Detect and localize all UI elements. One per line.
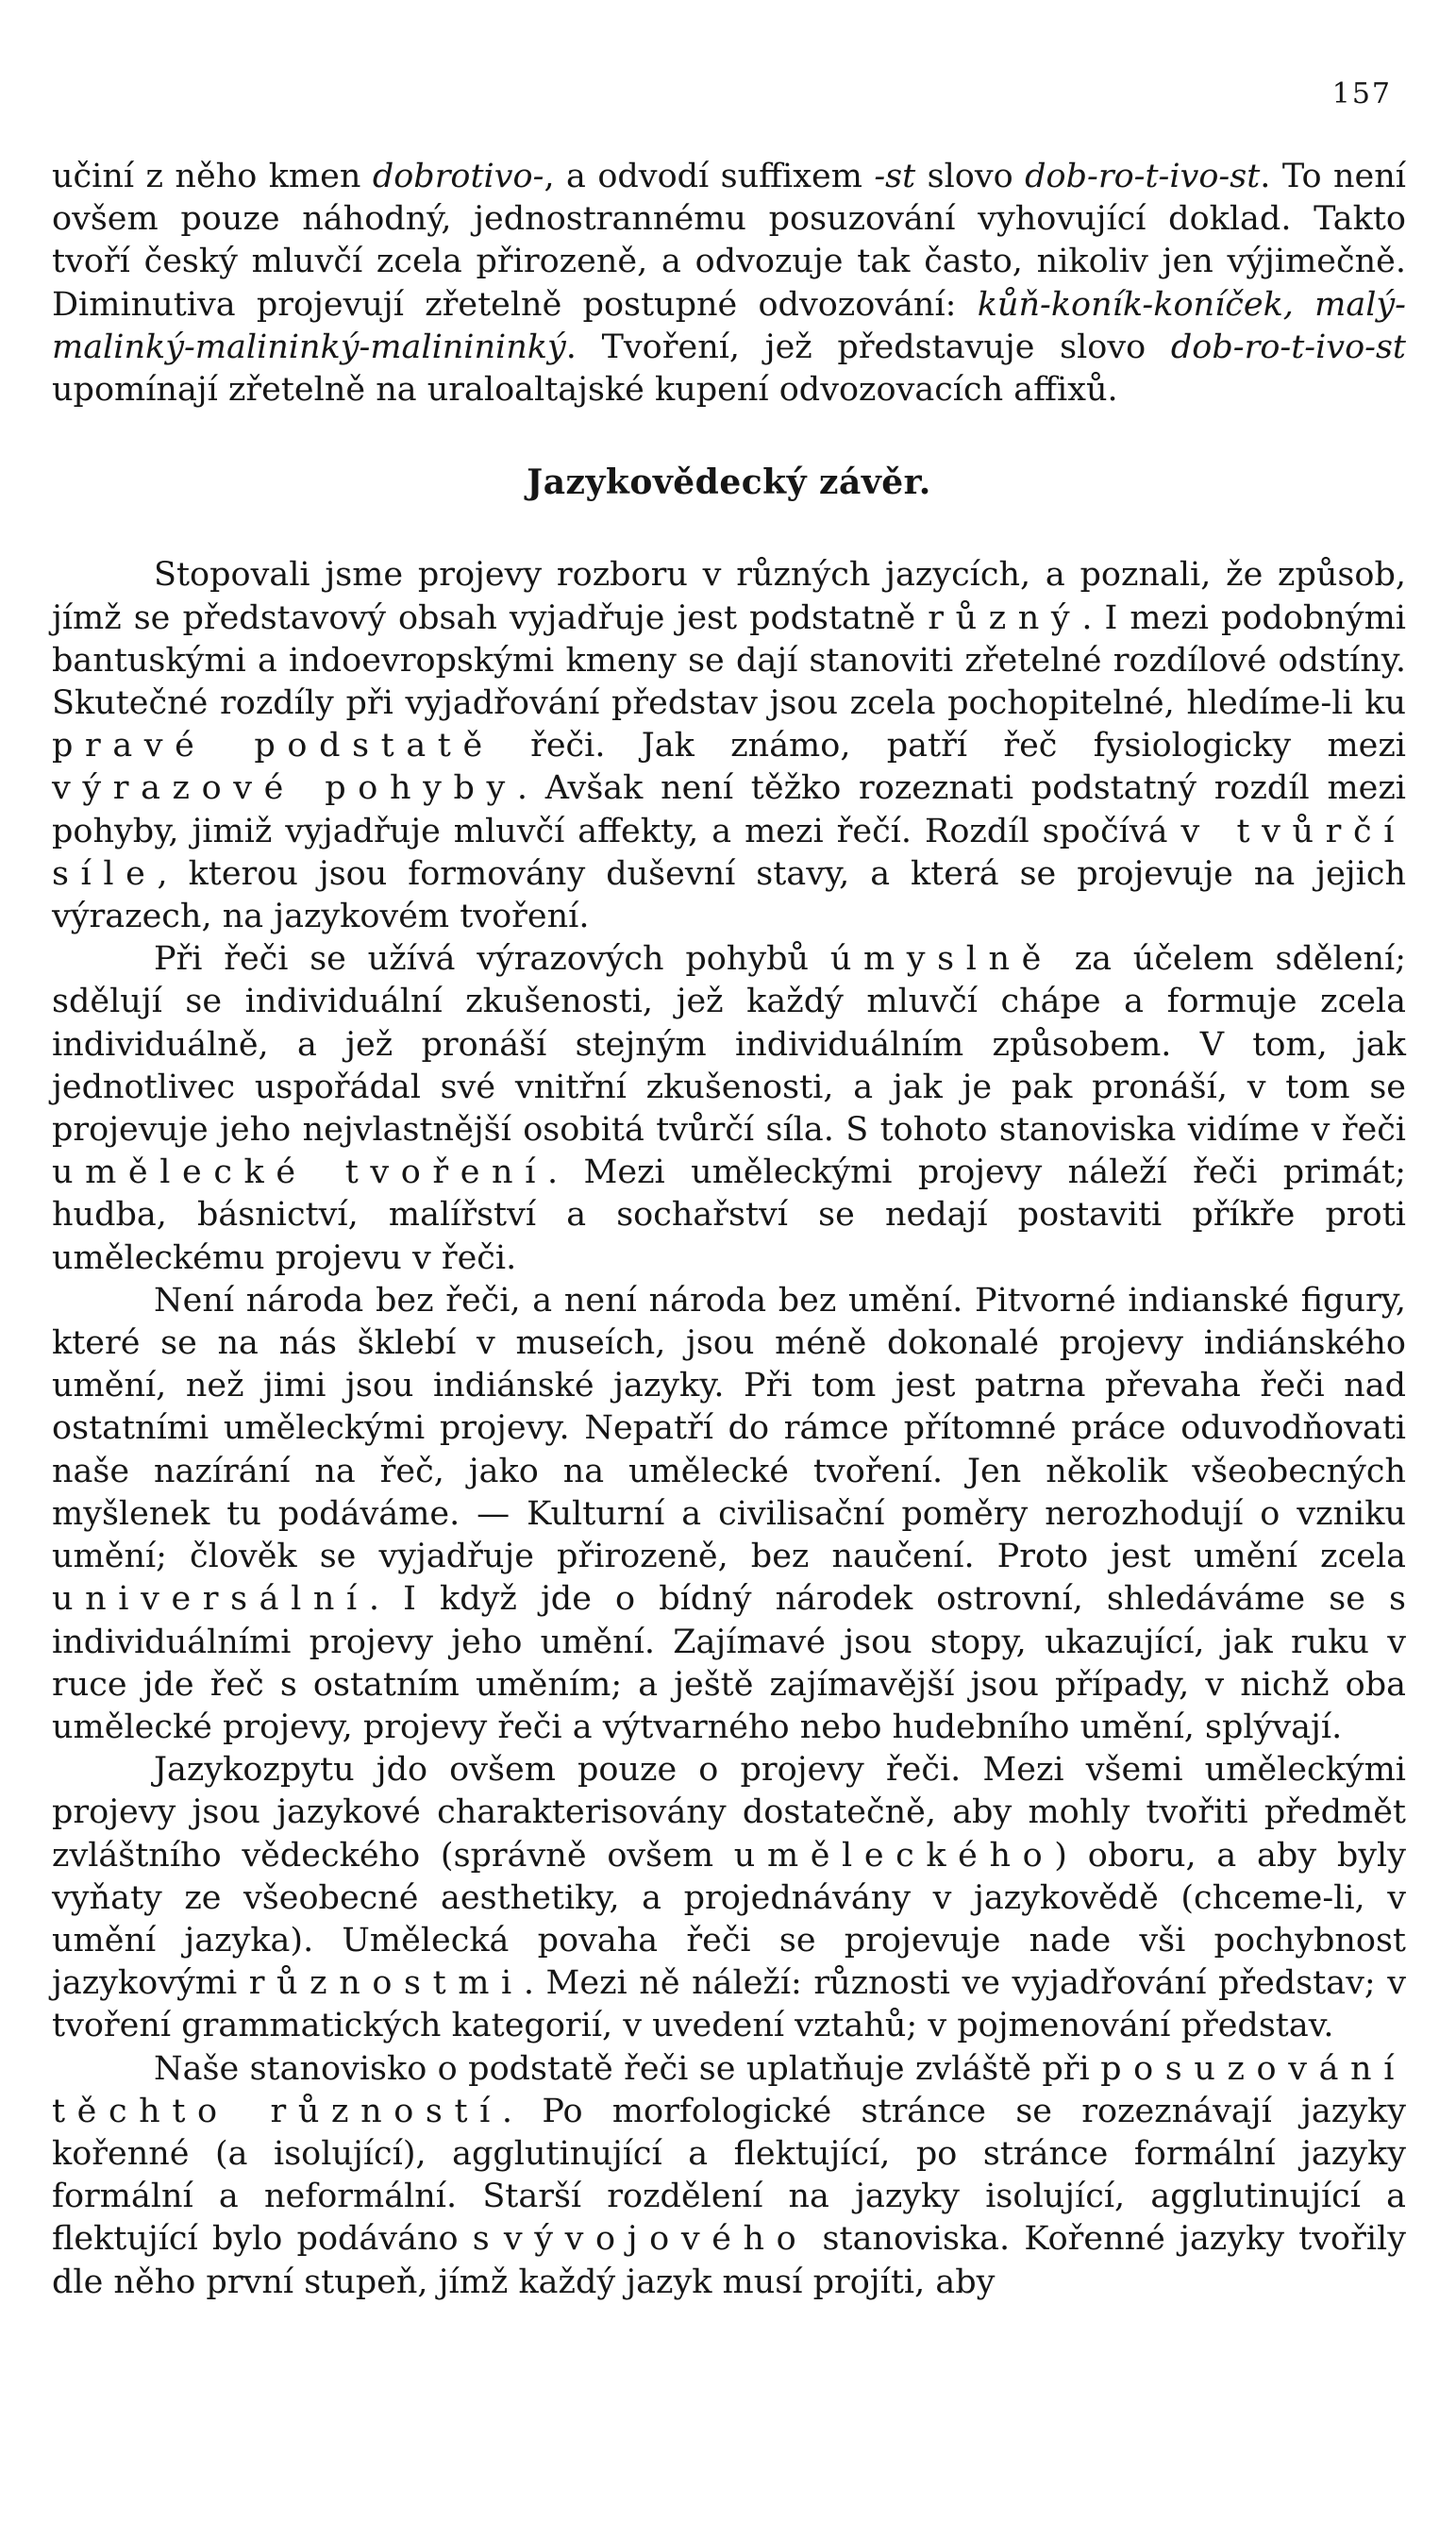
text-run: řeči. Jak známo, patří řeč fysiologicky mezi [494,727,1406,765]
italic-term: dob-ro-t-ivo-st [1170,328,1406,366]
text-run: Stopovali jsme projevy rozboru v různých jazycích, a poznali, že způsob, jímž se představový obsah vyjadřuje jest podstatně [52,556,1406,637]
text-run: . I mezi podobnými bantuskými a indoevropskými kmeny se dají stanoviti zřetelné rozdílové odstíny. Skutečné rozdíly při vyjadřování představ jsou zcela pochopitelné, hledíme-li ku [52,598,1407,723]
paragraph [52,1280,1406,1749]
spaced-emphasis: pravé podstatě [52,727,494,765]
text-run: . Po morfologické stránce se rozeznávají jazyky kořenné (a isolující), agglutinující a flektující, po stránce formální jazyky formální a neformální. Starší rozdělení na jazyky isolující, agglutinující a flektující bylo podáváno s [52,2092,1406,2259]
spaced-emphasis: vývojového [503,2220,809,2259]
text-run: . Mezi ně náleží: různosti ve vyjadřování představ; v tvoření grammatických kategorií, v uvedení vztahů; v pojmenování představ. [52,1964,1407,2045]
body-text [52,156,1406,2304]
paragraph [52,938,1406,1280]
paragraph-continued [52,156,1406,412]
text-run: . To není ovšem pouze náhodný, jednostrannému posuzování vyhovující doklad. Takto tvoří český mluvčí zcela přirozeně, a odvozuje tak často, nikoliv jen výjimečně. Diminutiva projevují zřetelně postupné odvozování: [52,158,1406,324]
spaced-emphasis: universální [52,1580,369,1619]
text-run: . Tvoření, jež představuje slovo [565,328,1171,366]
page-number: 157 [1331,77,1392,110]
text-run: . Avšak není těžko rozeznati podstatný rozdíl mezi pohyby, jimiž vyjadřuje mluvčí affekty, a mezi řečí. Rozdíl spočívá [52,769,1406,850]
spaced-emphasis: umělecké tvoření [52,1153,547,1192]
spaced-emphasis: výrazové pohyby [52,769,517,808]
paragraph [52,554,1406,938]
section-heading: Jazykovědecký závěr. [527,463,931,503]
text-run: , a odvodí suffixem [544,158,875,195]
text-run: za účelem sdělení; sdělují se individuální zkušenosti, jež každý mluvčí chápe a formuje zcela individuálně, a jež pronáší stejným individuálním způsobem. V tom, jak jednotlivec uspořádal své vnitřní zkušenosti, a jak je pak pronáší, v tom se projevuje jeho nejvlastnější osobitá tvůrčí síla. S tohoto stanoviska vidíme v řeči [52,940,1406,1150]
paragraph [52,2048,1406,2304]
text-run: . Mezi uměleckými projevy náleží řeči primát; hudba, básnictví, malířství a sochařství se nedají postaviti příkře proti uměleckému projevu v řeči. [52,1153,1406,1277]
text-run: , kterou jsou formovány duševní stavy, a která se projevuje na jejich výrazech, na jazykovém tvoření. [52,854,1406,936]
text-run: Naše stanovisko o podstatě řeči se uplatňuje zvláště při [154,2049,1101,2088]
italic-example: kůň-koník-koníček, malý-malinký-malininký-malinininký [52,285,1406,366]
spaced-emphasis: uměleckého [733,1836,1055,1875]
spaced-emphasis: posuzování těchto růzností [52,2049,1406,2130]
spaced-emphasis: úmyslně [829,940,1053,979]
text-run: slovo [915,158,1026,195]
italic-term: -st [874,158,916,195]
spaced-emphasis: různostmi [248,1964,524,2003]
text-run: učiní z něho kmen [52,158,373,195]
text-run: stanoviska. Kořenné jazyky tvořily dle něho první stupeň, jímž každý jazyk musí projíti, aby [52,2220,1407,2301]
italic-term: dob-ro-t-ivo-st [1025,158,1261,195]
text-run: Při řeči se užívá výrazových pohybů [154,940,830,979]
italic-term: dobrotivo- [372,158,544,195]
text-run: Není národa bez řeči, a není národa bez umění. Pitvorné indianské figury, které se na nás šklebí v museích, jsou méně dokonalé projevy indiánského umění, než jimi jsou indiánské jazyky. Při tom jest patrna převaha řeči nad ostatními uměleckými projevy. Nepatří do rámce přítomné práce oduvodňovati naše nazírání na řeč, jako na umělecké tvoření. Jen několik všeobecných myšlenek tu podáváme. — Kulturní a civilisační poměry nerozhodují o vzniku umění; člověk se vyjadřuje přirozeně, bez naučení. Proto jest umění zcela [52,1281,1406,1576]
text-run: . I když jde o bídný národek ostrovní, shledáváme se s individuálními projevy jeho umění. Zajímavé jsou stopy, ukazující, jak ruku v ruce jde řeč s ostatním uměním; a ještě zajímavější jsou případy, v nichž oba umělecké projevy, projevy řeči a výtvarného nebo hudebního umění, splývají. [52,1580,1406,1746]
text-run: upomínají zřetelně na uraloaltajské kupení odvozovacích affixů. [52,371,1118,410]
paragraph [52,1749,1406,2047]
spaced-emphasis: různý [928,598,1082,637]
text-run: ) oboru, a aby byly vyňaty ze všeobecné aesthetiky, a projednávány v jazykovědě (chceme-li, v umění jazyka). Umělecká povaha řeči se projevuje nade vši pochybnost jazykovými [52,1836,1406,2003]
text-run: Jazykozpytu jdo ovšem pouze o projevy řeči. Mezi všemi uměleckými projevy jsou jazykové charakterisovány dostatečně, aby mohly tvořiti předmět zvláštního vědeckého (správně ovšem [52,1751,1406,1875]
spaced-emphasis: v tvůrčí síle [52,812,1406,893]
